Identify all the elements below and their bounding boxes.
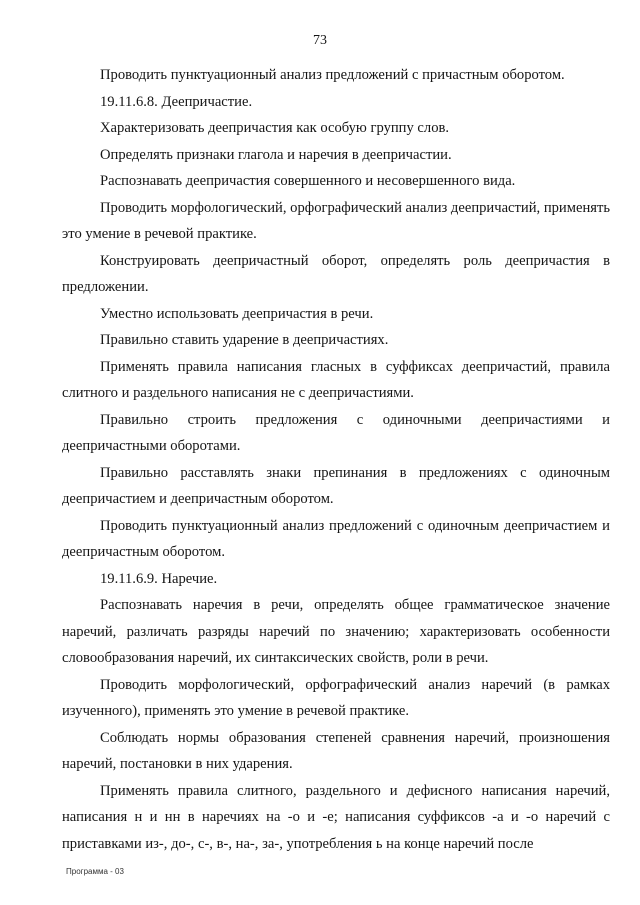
paragraph: Правильно строить предложения с одиночными деепричастиями и деепричастными оборотами. bbox=[62, 411, 610, 454]
paragraph: Распознавать деепричастия совершенного и несовершенного вида. bbox=[100, 173, 516, 189]
paragraph: Применять правила написания гласных в суффиксах деепричастий, правила слитного и раздельного написания не с деепричастиями. bbox=[62, 358, 610, 401]
paragraph: Характеризовать деепричастия как особую группу слов. bbox=[100, 120, 450, 136]
paragraph: Проводить морфологический, орфографический анализ наречий (в рамках изученного), применять это умение в речевой практике. bbox=[62, 676, 610, 719]
paragraph: Правильно ставить ударение в деепричастиях. bbox=[100, 332, 389, 348]
page-number: 73 bbox=[313, 33, 327, 48]
paragraph: Проводить пунктуационный анализ предложений с причастным оборотом. bbox=[100, 67, 565, 83]
paragraph: Применять правила слитного, раздельного и дефисного написания наречий, написания н и нн в наречиях на -о и -е; написания суффиксов -а и -о наречий с приставками из-, до-, с-, в-, на-, за-, употребления ь на конце наречий после bbox=[62, 782, 610, 852]
paragraph: Конструировать деепричастный оборот, определять роль деепричастия в предложении. bbox=[62, 252, 610, 295]
paragraph: Правильно расставлять знаки препинания в предложениях с одиночным деепричастием и деепричастным оборотом. bbox=[62, 464, 610, 507]
section-heading: 19.11.6.9. Наречие. bbox=[100, 570, 218, 587]
paragraph: Проводить пунктуационный анализ предложений с одиночным деепричастием и деепричастным оборотом. bbox=[62, 517, 610, 560]
paragraph: Проводить морфологический, орфографический анализ деепричастий, применять это умение в речевой практике. bbox=[62, 199, 611, 242]
paragraph: Уместно использовать деепричастия в речи. bbox=[100, 305, 374, 322]
paragraph: Соблюдать нормы образования степеней сравнения наречий, произношения наречий, постановки в них ударения. bbox=[62, 729, 610, 772]
footer-label: Программа - 03 bbox=[66, 867, 124, 876]
document-body bbox=[62, 62, 610, 857]
section-heading: 19.11.6.8. Деепричастие. bbox=[100, 93, 253, 110]
paragraph: Распознавать наречия в речи, определять общее грамматическое значение наречий, различать разряды наречий по значению; характеризовать особенности словообразования наречий, их синтаксических свойств, роли в речи. bbox=[62, 597, 610, 666]
paragraph: Определять признаки глагола и наречия в деепричастии. bbox=[100, 146, 452, 163]
